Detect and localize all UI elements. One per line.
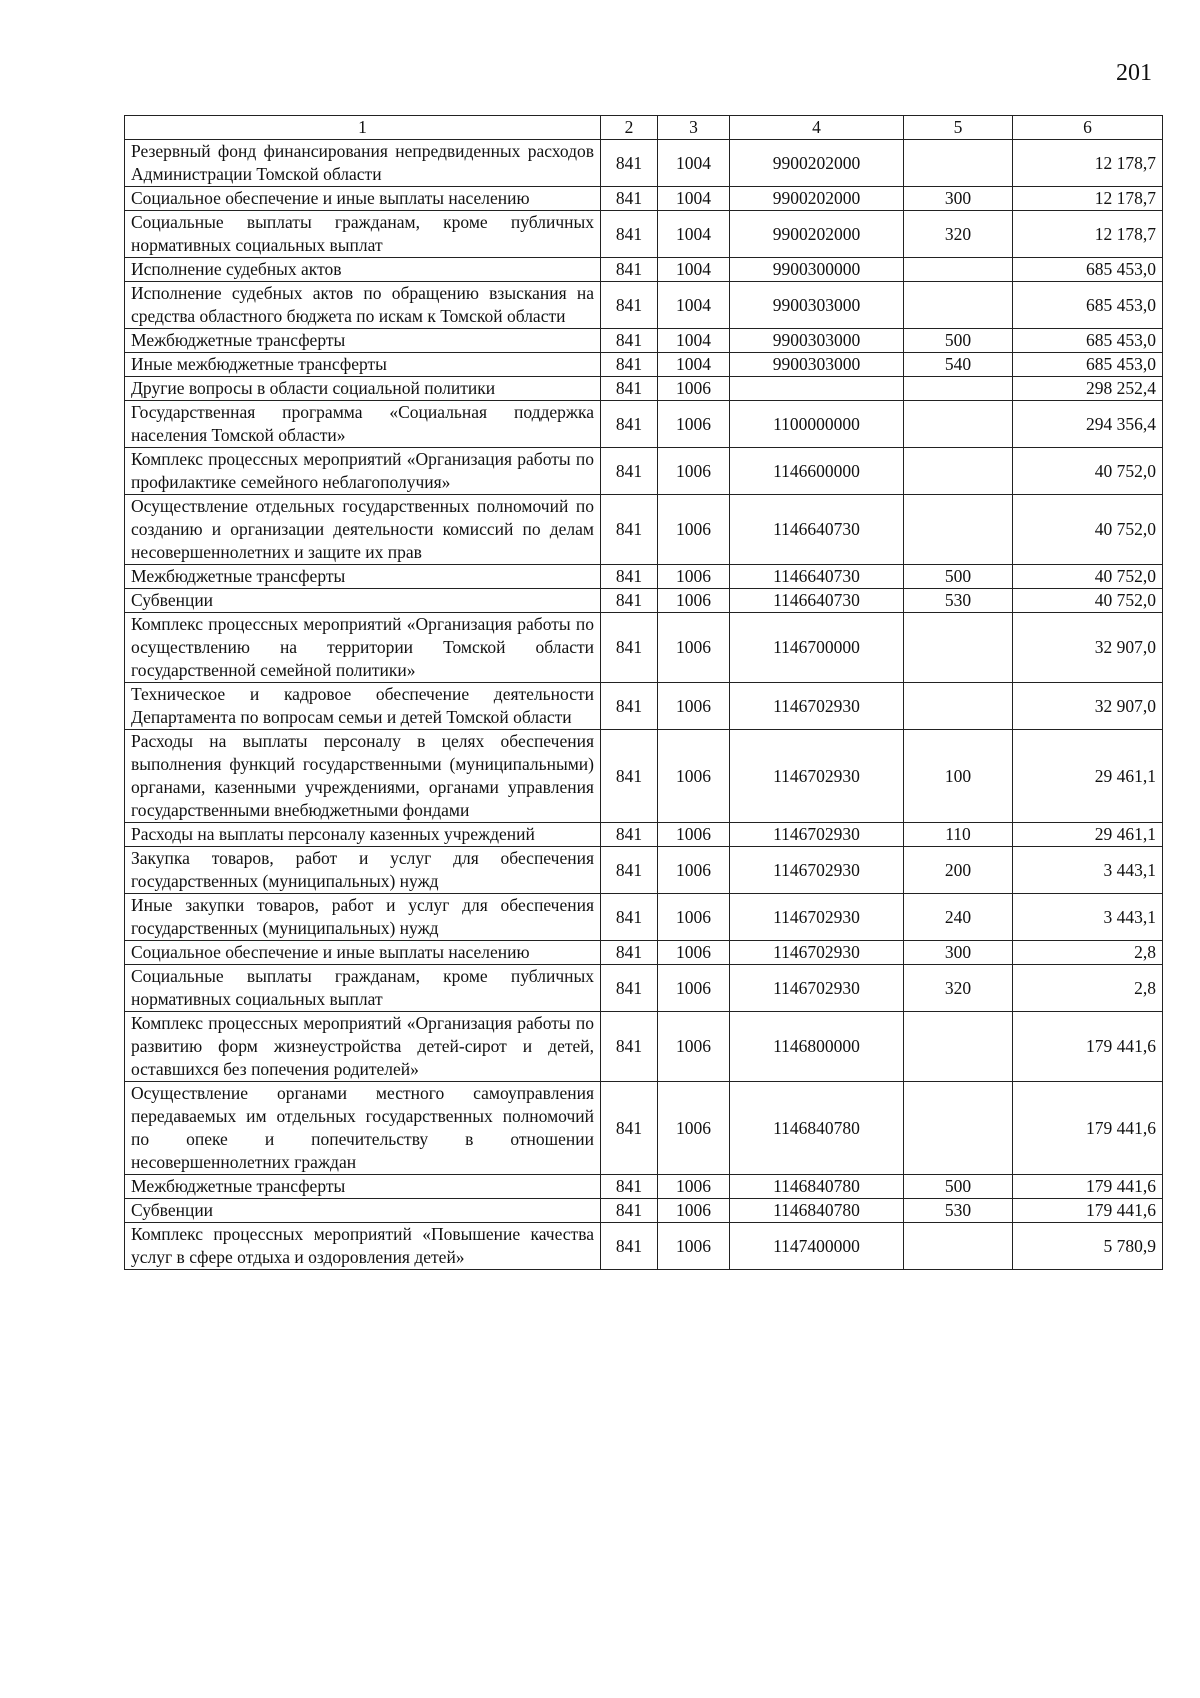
ministry-code-cell: 841 [601,401,658,448]
section-code-cell: 1006 [658,589,730,613]
amount-cell: 5 780,9 [1013,1223,1163,1270]
table-row [125,211,1163,258]
amount-cell: 2,8 [1013,965,1163,1012]
table-row [125,282,1163,329]
row-name-cell: Комплекс процессных мероприятий «Организация работы по развитию форм жизнеустройства детей-сирот и детей, оставшихся без попечения родителей» [125,1012,601,1082]
expense-type-cell [904,377,1013,401]
amount-cell: 179 441,6 [1013,1175,1163,1199]
section-code-cell: 1006 [658,683,730,730]
amount-cell: 685 453,0 [1013,282,1163,329]
expense-type-cell: 530 [904,1199,1013,1223]
row-name-cell: Осуществление отдельных государственных полномочий по созданию и организации деятельности комиссий по делам несовершеннолетних и защите их прав [125,495,601,565]
row-name-cell: Субвенции [125,589,601,613]
section-code-cell: 1004 [658,211,730,258]
ministry-code-cell: 841 [601,1223,658,1270]
table-row [125,847,1163,894]
expense-type-cell [904,1223,1013,1270]
target-code-cell: 9900303000 [730,329,904,353]
ministry-code-cell: 841 [601,377,658,401]
target-code-cell: 1146840780 [730,1199,904,1223]
column-header-3: 3 [658,116,730,140]
table-row [125,683,1163,730]
table-row [125,353,1163,377]
expense-type-cell: 300 [904,187,1013,211]
section-code-cell: 1004 [658,282,730,329]
ministry-code-cell: 841 [601,140,658,187]
table-row [125,589,1163,613]
section-code-cell: 1004 [658,329,730,353]
section-code-cell: 1006 [658,847,730,894]
expense-type-cell [904,282,1013,329]
amount-cell: 32 907,0 [1013,683,1163,730]
amount-cell: 685 453,0 [1013,329,1163,353]
expense-type-cell [904,140,1013,187]
table-row [125,401,1163,448]
amount-cell: 179 441,6 [1013,1199,1163,1223]
table-row [125,329,1163,353]
expense-type-cell: 500 [904,1175,1013,1199]
expense-type-cell: 530 [904,589,1013,613]
row-name-cell: Межбюджетные трансферты [125,329,601,353]
target-code-cell: 1146840780 [730,1082,904,1175]
ministry-code-cell: 841 [601,495,658,565]
row-name-cell: Расходы на выплаты персоналу в целях обеспечения выполнения функций государственными (муниципальными) органами, казенными учреждениями, органами управления государственными внебюджетными фондами [125,730,601,823]
amount-cell: 294 356,4 [1013,401,1163,448]
amount-cell: 2,8 [1013,941,1163,965]
expense-type-cell: 500 [904,565,1013,589]
target-code-cell: 9900202000 [730,187,904,211]
table-row [125,565,1163,589]
column-header-1: 1 [125,116,601,140]
ministry-code-cell: 841 [601,847,658,894]
row-name-cell: Резервный фонд финансирования непредвиденных расходов Администрации Томской области [125,140,601,187]
ministry-code-cell: 841 [601,282,658,329]
expense-type-cell [904,1012,1013,1082]
ministry-code-cell: 841 [601,1175,658,1199]
table-row [125,495,1163,565]
ministry-code-cell: 841 [601,613,658,683]
section-code-cell: 1004 [658,140,730,187]
table-row [125,377,1163,401]
row-name-cell: Социальное обеспечение и иные выплаты населению [125,941,601,965]
amount-cell: 40 752,0 [1013,448,1163,495]
ministry-code-cell: 841 [601,1199,658,1223]
section-code-cell: 1006 [658,1082,730,1175]
section-code-cell: 1006 [658,965,730,1012]
table-row [125,894,1163,941]
target-code-cell: 1146702930 [730,823,904,847]
ministry-code-cell: 841 [601,1012,658,1082]
row-name-cell: Иные закупки товаров, работ и услуг для обеспечения государственных (муниципальных) нужд [125,894,601,941]
amount-cell: 40 752,0 [1013,495,1163,565]
table-header-row [125,116,1163,140]
row-name-cell: Исполнение судебных актов по обращению взыскания на средства областного бюджета по искам к Томской области [125,282,601,329]
column-header-2: 2 [601,116,658,140]
section-code-cell: 1006 [658,377,730,401]
ministry-code-cell: 841 [601,258,658,282]
section-code-cell: 1006 [658,565,730,589]
table-row [125,140,1163,187]
target-code-cell: 1146640730 [730,495,904,565]
row-name-cell: Межбюджетные трансферты [125,1175,601,1199]
target-code-cell: 9900202000 [730,140,904,187]
target-code-cell: 1147400000 [730,1223,904,1270]
expense-type-cell [904,613,1013,683]
ministry-code-cell: 841 [601,683,658,730]
expense-type-cell [904,1082,1013,1175]
ministry-code-cell: 841 [601,353,658,377]
section-code-cell: 1006 [658,613,730,683]
section-code-cell: 1006 [658,495,730,565]
ministry-code-cell: 841 [601,211,658,258]
table-row [125,1175,1163,1199]
table-row [125,258,1163,282]
expense-type-cell [904,495,1013,565]
target-code-cell: 1146702930 [730,894,904,941]
ministry-code-cell: 841 [601,894,658,941]
section-code-cell: 1006 [658,1199,730,1223]
row-name-cell: Социальное обеспечение и иные выплаты населению [125,187,601,211]
table-row [125,1223,1163,1270]
row-name-cell: Комплекс процессных мероприятий «Организация работы по профилактике семейного неблагополучия» [125,448,601,495]
row-name-cell: Другие вопросы в области социальной политики [125,377,601,401]
section-code-cell: 1006 [658,1223,730,1270]
section-code-cell: 1006 [658,448,730,495]
section-code-cell: 1004 [658,258,730,282]
target-code-cell: 9900303000 [730,353,904,377]
amount-cell: 179 441,6 [1013,1012,1163,1082]
expense-type-cell [904,401,1013,448]
section-code-cell: 1006 [658,941,730,965]
ministry-code-cell: 841 [601,965,658,1012]
amount-cell: 3 443,1 [1013,847,1163,894]
amount-cell: 12 178,7 [1013,211,1163,258]
table-row [125,187,1163,211]
ministry-code-cell: 841 [601,823,658,847]
target-code-cell: 1146702930 [730,847,904,894]
target-code-cell: 1146640730 [730,589,904,613]
amount-cell: 179 441,6 [1013,1082,1163,1175]
amount-cell: 32 907,0 [1013,613,1163,683]
expense-type-cell: 240 [904,894,1013,941]
ministry-code-cell: 841 [601,941,658,965]
amount-cell: 40 752,0 [1013,589,1163,613]
amount-cell: 685 453,0 [1013,258,1163,282]
table-row [125,1082,1163,1175]
section-code-cell: 1004 [658,187,730,211]
row-name-cell: Комплекс процессных мероприятий «Повышение качества услуг в сфере отдыха и оздоровления детей» [125,1223,601,1270]
page-number: 201 [1116,60,1152,86]
expense-type-cell: 100 [904,730,1013,823]
column-header-6: 6 [1013,116,1163,140]
expense-type-cell: 320 [904,211,1013,258]
row-name-cell: Социальные выплаты гражданам, кроме публичных нормативных социальных выплат [125,965,601,1012]
target-code-cell: 1146700000 [730,613,904,683]
target-code-cell: 1146800000 [730,1012,904,1082]
amount-cell: 3 443,1 [1013,894,1163,941]
table-row [125,730,1163,823]
row-name-cell: Осуществление органами местного самоуправления передаваемых им отдельных государственных полномочий по опеке и попечительству в отношении несовершеннолетних граждан [125,1082,601,1175]
amount-cell: 40 752,0 [1013,565,1163,589]
row-name-cell: Межбюджетные трансферты [125,565,601,589]
column-header-4: 4 [730,116,904,140]
expense-type-cell [904,683,1013,730]
amount-cell: 685 453,0 [1013,353,1163,377]
amount-cell: 12 178,7 [1013,187,1163,211]
ministry-code-cell: 841 [601,565,658,589]
budget-table [124,115,1163,1270]
expense-type-cell [904,448,1013,495]
row-name-cell: Техническое и кадровое обеспечение деятельности Департамента по вопросам семьи и детей Томской области [125,683,601,730]
column-header-5: 5 [904,116,1013,140]
target-code-cell [730,377,904,401]
table-row [125,1199,1163,1223]
target-code-cell: 9900202000 [730,211,904,258]
table-body [125,140,1163,1270]
target-code-cell: 1146600000 [730,448,904,495]
target-code-cell: 9900303000 [730,282,904,329]
row-name-cell: Социальные выплаты гражданам, кроме публичных нормативных социальных выплат [125,211,601,258]
row-name-cell: Комплекс процессных мероприятий «Организация работы по осуществлению на территории Томской области государственной семейной политики» [125,613,601,683]
expense-type-cell: 200 [904,847,1013,894]
section-code-cell: 1006 [658,823,730,847]
target-code-cell: 1146840780 [730,1175,904,1199]
row-name-cell: Субвенции [125,1199,601,1223]
section-code-cell: 1006 [658,1012,730,1082]
amount-cell: 29 461,1 [1013,730,1163,823]
expense-type-cell: 540 [904,353,1013,377]
row-name-cell: Расходы на выплаты персоналу казенных учреждений [125,823,601,847]
table-row [125,965,1163,1012]
expense-type-cell: 500 [904,329,1013,353]
section-code-cell: 1006 [658,894,730,941]
expense-type-cell: 320 [904,965,1013,1012]
target-code-cell: 1146702930 [730,683,904,730]
section-code-cell: 1006 [658,730,730,823]
target-code-cell: 1146640730 [730,565,904,589]
expense-type-cell [904,258,1013,282]
section-code-cell: 1006 [658,1175,730,1199]
target-code-cell: 1100000000 [730,401,904,448]
target-code-cell: 1146702930 [730,730,904,823]
amount-cell: 29 461,1 [1013,823,1163,847]
row-name-cell: Государственная программа «Социальная поддержка населения Томской области» [125,401,601,448]
section-code-cell: 1006 [658,401,730,448]
amount-cell: 12 178,7 [1013,140,1163,187]
ministry-code-cell: 841 [601,730,658,823]
row-name-cell: Иные межбюджетные трансферты [125,353,601,377]
table-row [125,823,1163,847]
target-code-cell: 1146702930 [730,965,904,1012]
amount-cell: 298 252,4 [1013,377,1163,401]
target-code-cell: 1146702930 [730,941,904,965]
ministry-code-cell: 841 [601,1082,658,1175]
ministry-code-cell: 841 [601,589,658,613]
table-row [125,613,1163,683]
table-row [125,448,1163,495]
ministry-code-cell: 841 [601,187,658,211]
row-name-cell: Исполнение судебных актов [125,258,601,282]
target-code-cell: 9900300000 [730,258,904,282]
table-row [125,1012,1163,1082]
table-row [125,941,1163,965]
row-name-cell: Закупка товаров, работ и услуг для обеспечения государственных (муниципальных) нужд [125,847,601,894]
expense-type-cell: 300 [904,941,1013,965]
section-code-cell: 1004 [658,353,730,377]
expense-type-cell: 110 [904,823,1013,847]
ministry-code-cell: 841 [601,329,658,353]
ministry-code-cell: 841 [601,448,658,495]
